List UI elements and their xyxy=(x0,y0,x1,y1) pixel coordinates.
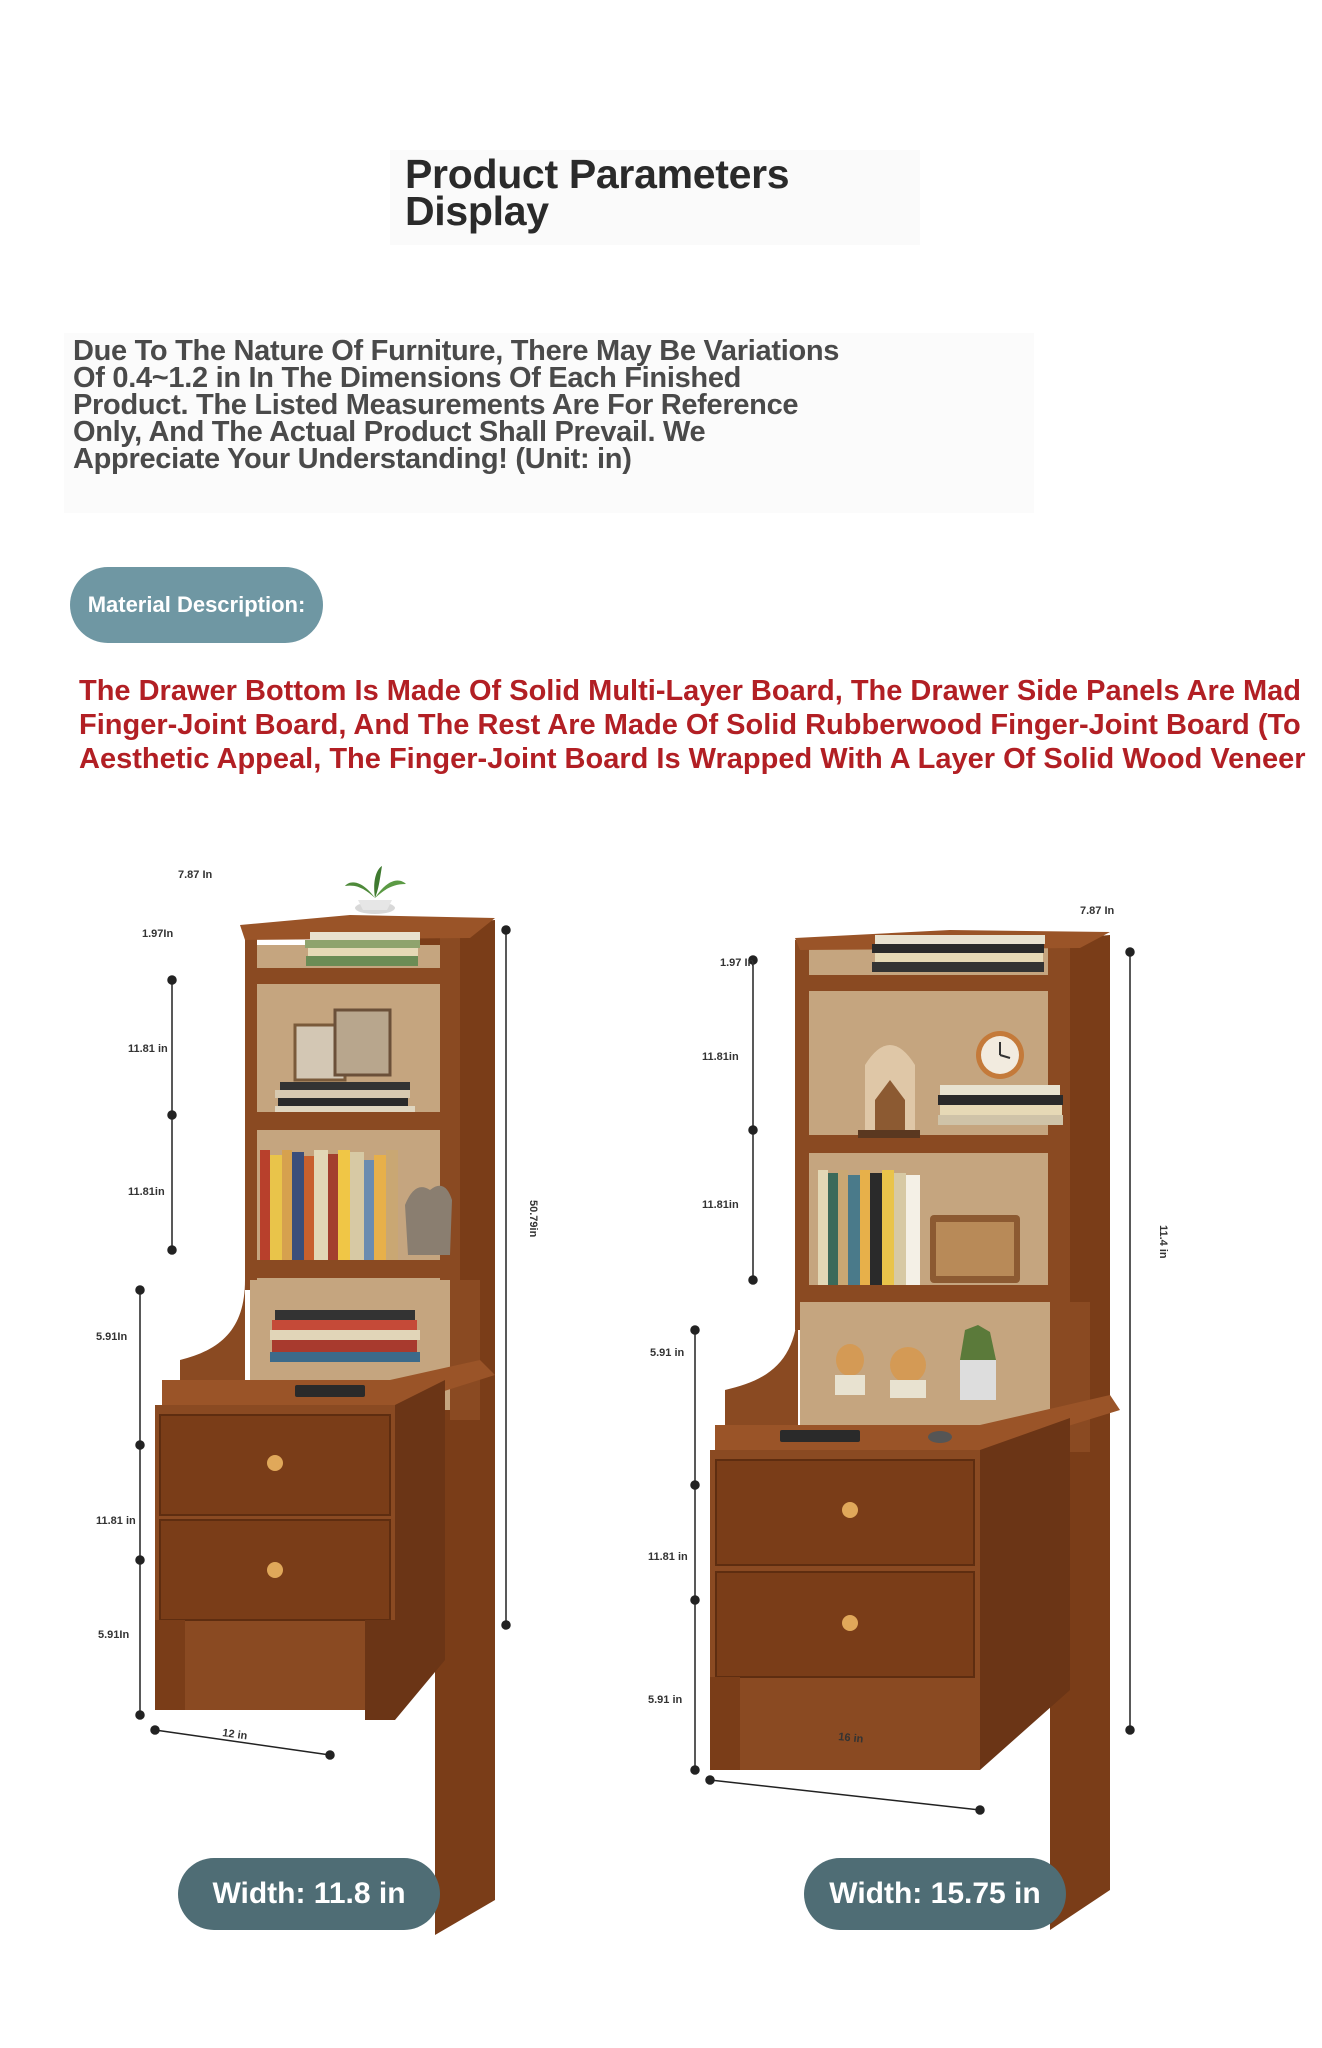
right-product-image xyxy=(650,890,1210,1770)
dim-mid: 5.91In xyxy=(96,1331,128,1343)
dim-base: 5.91In xyxy=(98,1629,130,1641)
notice-line: Only, And The Actual Product Shall Prevail. We xyxy=(73,416,706,448)
dim-width: 12 in xyxy=(221,1727,249,1743)
dim-top-depth: 7.87 In xyxy=(1080,905,1115,917)
dim-top-gap: 1.97 In xyxy=(720,957,755,969)
material-line: Finger-Joint Board, And The Rest Are Made Of Solid Rubberwood Finger-Joint Board (To xyxy=(79,709,1301,741)
left-width-label: Width: 11.8 in xyxy=(212,1877,406,1910)
page-title-line2: Display xyxy=(405,188,549,234)
right-width-dim-label xyxy=(830,1720,910,1750)
dim-drawers: 11.81 in xyxy=(96,1515,136,1527)
dimension-notice xyxy=(73,335,893,475)
plant-icon xyxy=(345,866,406,914)
dim-shelf1: 11.81in xyxy=(702,1051,739,1063)
page-title xyxy=(405,151,790,234)
dim-height: 50.79in xyxy=(527,1200,539,1238)
left-width-badge xyxy=(178,1858,440,1930)
dim-shelf1: 11.81 in xyxy=(128,1043,168,1055)
left-product-image xyxy=(96,860,620,1750)
right-width-badge xyxy=(804,1858,1066,1930)
right-width-label: Width: 15.75 in xyxy=(829,1877,1041,1910)
notice-line: Appreciate Your Understanding! (Unit: in) xyxy=(73,443,632,475)
material-description-label: Material Description: xyxy=(87,592,306,617)
dim-base: 5.91 in xyxy=(648,1694,683,1706)
dim-top-gap: 1.97In xyxy=(142,928,174,940)
material-description-text xyxy=(79,674,1322,776)
notice-line: Due To The Nature Of Furniture, There May Be Variations xyxy=(73,335,840,367)
material-description-badge xyxy=(70,567,323,643)
dim-height: 11.4 in xyxy=(1157,1225,1169,1259)
notice-line: Of 0.4~1.2 in In The Dimensions Of Each Finished xyxy=(73,362,742,394)
dim-top-depth: 7.87 In xyxy=(178,869,213,881)
material-line: Aesthetic Appeal, The Finger-Joint Board Is Wrapped With A Layer Of Solid Wood Veneer xyxy=(79,743,1306,775)
page-title-line1: Product Parameters xyxy=(405,151,790,197)
material-line: The Drawer Bottom Is Made Of Solid Multi-Layer Board, The Drawer Side Panels Are Mad xyxy=(79,675,1302,707)
dim-drawers: 11.81 in xyxy=(648,1551,688,1563)
dim-width: 16 in xyxy=(837,1731,864,1746)
dim-shelf2: 11.81in xyxy=(702,1199,739,1211)
dim-mid: 5.91 in xyxy=(650,1347,685,1359)
dim-shelf2: 11.81in xyxy=(128,1186,165,1198)
notice-line: Product. The Listed Measurements Are For Reference xyxy=(73,389,799,421)
